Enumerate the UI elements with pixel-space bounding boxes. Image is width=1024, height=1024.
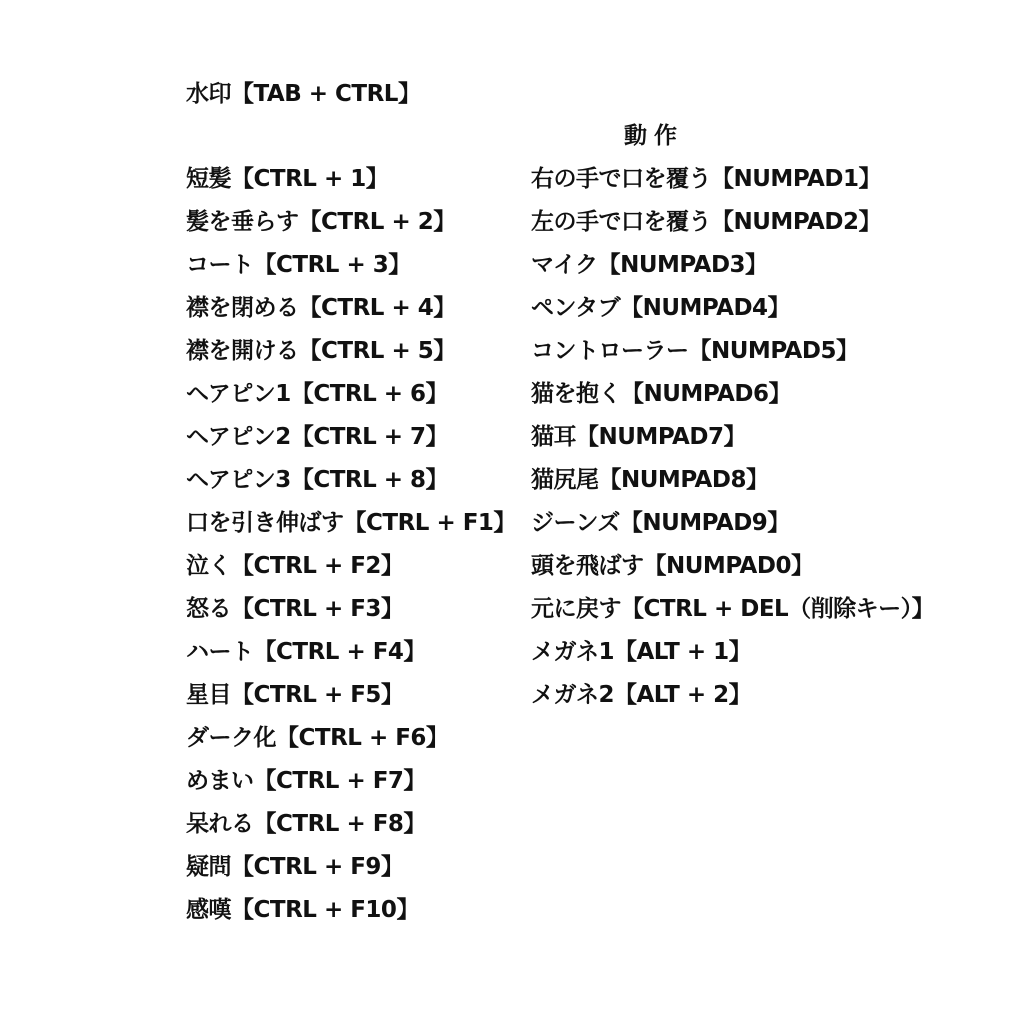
list-item: 感嘆【CTRL + F10】 xyxy=(186,897,419,923)
list-item: ヘアピン2【CTRL + 7】 xyxy=(186,424,449,450)
list-item: 呆れる【CTRL + F8】 xyxy=(186,811,426,837)
list-item: 疑問【CTRL + F9】 xyxy=(186,854,404,880)
list-item: ヘアピン3【CTRL + 8】 xyxy=(186,467,449,493)
list-item: マイク【NUMPAD3】 xyxy=(531,252,768,278)
list-item: 星目【CTRL + F5】 xyxy=(186,682,404,708)
list-item: ペンタブ【NUMPAD4】 xyxy=(531,295,791,321)
list-item: 短髪【CTRL + 1】 xyxy=(186,166,389,192)
list-item: コントローラー【NUMPAD5】 xyxy=(531,338,859,364)
list-item: 右の手で口を覆う【NUMPAD1】 xyxy=(531,166,881,192)
list-item: 髪を垂らす【CTRL + 2】 xyxy=(186,209,456,235)
list-item: 襟を開ける【CTRL + 5】 xyxy=(186,338,456,364)
list-item: ダーク化【CTRL + F6】 xyxy=(186,725,449,751)
list-item: 左の手で口を覆う【NUMPAD2】 xyxy=(531,209,881,235)
list-item: 元に戻す【CTRL + DEL（削除キー）】 xyxy=(531,596,935,622)
list-item: 口を引き伸ばす【CTRL + F1】 xyxy=(186,510,516,536)
list-item: 猫を抱く【NUMPAD6】 xyxy=(531,381,791,407)
watermark-shortcut: 水印【TAB + CTRL】 xyxy=(186,81,421,107)
list-item: 頭を飛ばす【NUMPAD0】 xyxy=(531,553,814,579)
list-item: ハート【CTRL + F4】 xyxy=(186,639,426,665)
list-item: めまい【CTRL + F7】 xyxy=(186,768,426,794)
actions-heading: 動 作 xyxy=(624,123,677,149)
list-item: 猫耳【NUMPAD7】 xyxy=(531,424,746,450)
list-item: 襟を閉める【CTRL + 4】 xyxy=(186,295,456,321)
list-item: ヘアピン1【CTRL + 6】 xyxy=(186,381,449,407)
list-item: メガネ2【ALT + 2】 xyxy=(531,682,752,708)
list-item: コート【CTRL + 3】 xyxy=(186,252,411,278)
list-item: ジーンズ【NUMPAD9】 xyxy=(531,510,790,536)
list-item: メガネ1【ALT + 1】 xyxy=(531,639,752,665)
list-item: 猫尻尾【NUMPAD8】 xyxy=(531,467,769,493)
list-item: 泣く【CTRL + F2】 xyxy=(186,553,404,579)
list-item: 怒る【CTRL + F3】 xyxy=(186,596,404,622)
